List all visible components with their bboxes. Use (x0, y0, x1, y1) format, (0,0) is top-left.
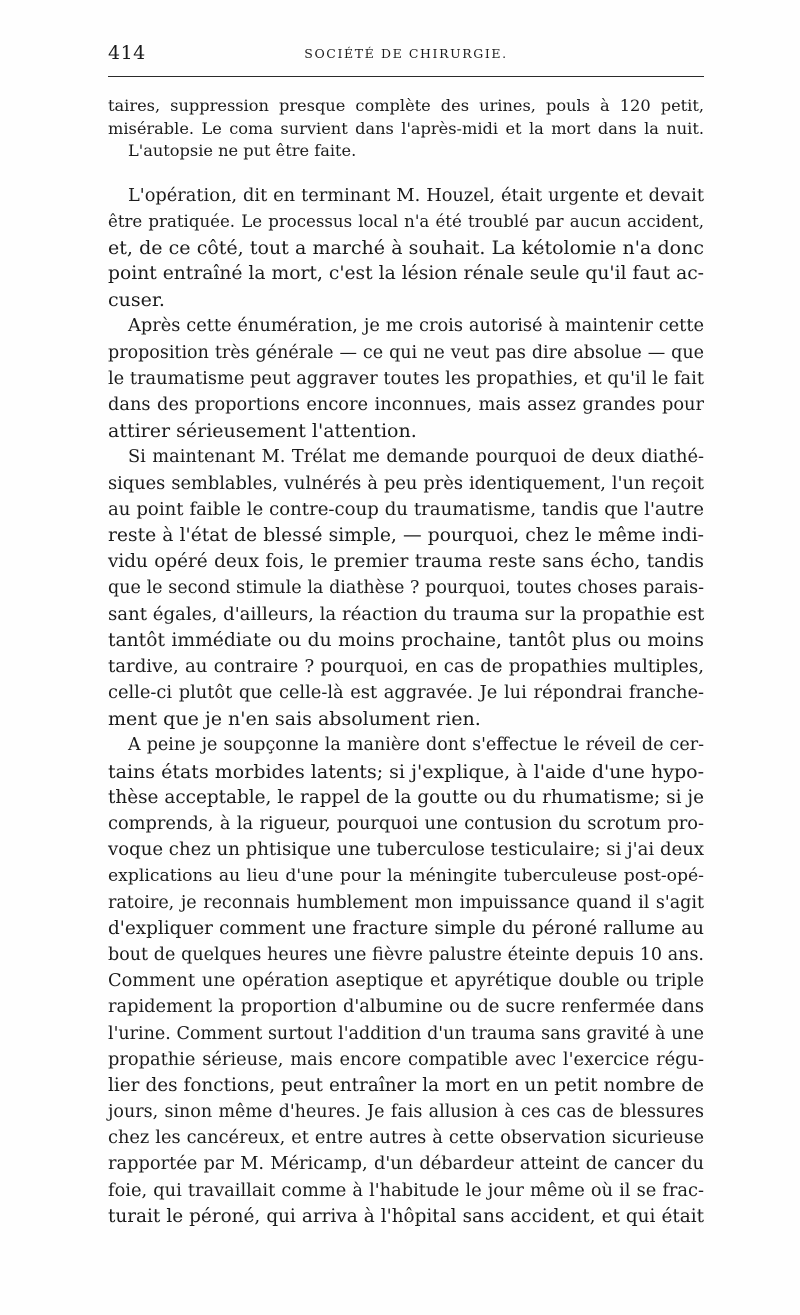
text-line: foie, qui travaillait comme à l'habitude le jour même où il se frac- (108, 1179, 704, 1201)
text-line: jours, sinon même d'heures. Je fais allusion à ces cas de blessures (108, 1102, 704, 1123)
text-line: turait le péroné, qui arriva à l'hôpital sans accident, et qui était (108, 1205, 704, 1227)
text-line: Comment une opération aseptique et apyrétique double ou triple (108, 970, 704, 992)
text-line: être pratiquée. Le processus local n'a été troublé par aucun accident, (108, 211, 704, 231)
text-line: tantôt immédiate ou du moins prochaine, tantôt plus ou moins (108, 629, 704, 651)
text-line: celle-ci plutôt que celle-là est aggravée. Je lui répondrai franche- (108, 682, 704, 704)
text-line: ment que je n'en sais absolument rien. (108, 708, 481, 731)
text-line: dans des proportions encore inconnues, mais assez grandes pour (108, 394, 704, 415)
text-line: proposition très générale — ce qui ne veut pas dire absolue — que (108, 342, 704, 363)
text-line: au point faible le contre-coup du traumatisme, tandis que l'autre (108, 498, 704, 520)
body-text (108, 95, 704, 1230)
page-number: 414 (108, 42, 146, 64)
text-line: lier des fonctions, peut entraîner la mort en un petit nombre de (108, 1074, 704, 1096)
text-line: chez les cancéreux, et entre autres à cette observation sicurieuse (108, 1127, 704, 1149)
text-line: siques semblables, vulnérés à peu près identiquement, l'un reçoit (108, 472, 704, 494)
text-line: d'expliquer comment une fracture simple du péroné rallume au (108, 917, 704, 939)
text-line: Si maintenant M. Trélat me demande pourquoi de deux diathé- (128, 446, 704, 468)
text-line: comprends, à la rigueur, pourquoi une contusion du scrotum pro- (108, 813, 704, 834)
text-line: le traumatisme peut aggraver toutes les propathies, et qu'il le fait (108, 367, 704, 389)
text-line: cuser. (108, 289, 165, 312)
text-line: tardive, au contraire ? pourquoi, en cas de propathies multiples, (108, 655, 704, 677)
header-rule (108, 76, 704, 77)
text-line: thèse acceptable, le rappel de la goutte ou du rhumatisme; si je (108, 786, 704, 808)
text-line: ratoire, je reconnais humblement mon impuissance quand il s'agit (108, 892, 704, 913)
text-line: L'autopsie ne put être faite. (128, 141, 357, 160)
text-line: explications au lieu d'une pour la méningite tuberculeuse post-opé- (108, 866, 704, 887)
text-line: Après cette énumération, je me crois autorisé à maintenir cette (128, 315, 704, 337)
text-line: et, de ce côté, tout a marché à souhait. La kétolomie n'a donc (108, 236, 704, 259)
text-line: tains états morbides latents; si j'explique, à l'aide d'une hypo- (108, 760, 704, 783)
text-line: L'opération, dit en terminant M. Houzel, était urgente et devait (128, 184, 704, 206)
text-line: vidu opéré deux fois, le premier trauma reste sans écho, tandis (108, 551, 704, 573)
text-line: propathie sérieuse, mais encore compatible avec l'exercice régu- (108, 1048, 704, 1070)
paragraph-gap (108, 163, 704, 183)
text-line: point entraîné la mort, c'est la lésion rénale seule qu'il faut ac- (108, 263, 704, 285)
text-line: misérable. Le coma survient dans l'après-midi et la mort dans la nuit. (108, 118, 704, 138)
text-line: voque chez un phtisique une tuberculose testiculaire; si j'ai deux (108, 839, 705, 861)
text-line: attirer sérieusement l'attention. (108, 420, 417, 443)
text-line: rapportée par M. Méricamp, d'un débardeur atteint de cancer du (108, 1153, 704, 1175)
text-line: taires, suppression presque complète des urines, pouls à 120 petit, (108, 96, 704, 115)
text-line: que le second stimule la diathèse ? pourquoi, toutes choses parais- (108, 578, 704, 599)
text-line: bout de quelques heures une fièvre palustre éteinte depuis 10 ans. (108, 944, 704, 965)
text-line: l'urine. Comment surtout l'addition d'un trauma sans gravité à une (108, 1023, 704, 1044)
text-line: rapidement la proportion d'albumine ou de sucre renfermée dans (108, 996, 704, 1018)
text-line: sant égales, d'ailleurs, la réaction du trauma sur la propathie est (108, 603, 705, 625)
text-line: A peine je soupçonne la manière dont s'effectue le réveil de cer- (128, 735, 704, 756)
running-title: SOCIÉTÉ DE CHIRURGIE. (304, 46, 508, 61)
text-line: reste à l'état de blessé simple, — pourquoi, chez le même indi- (108, 524, 704, 546)
page-header (108, 38, 704, 68)
